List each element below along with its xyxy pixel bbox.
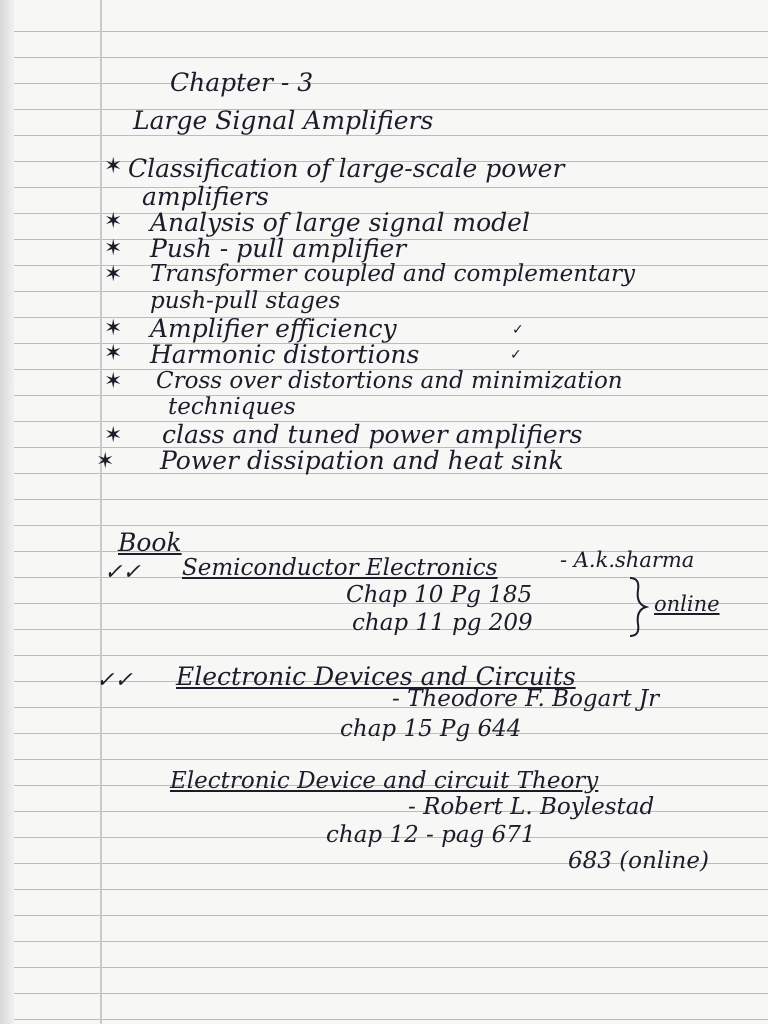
double-tick-icon: ✓✓ [96,668,133,693]
double-tick-icon: ✓✓ [104,560,141,585]
asterisk-bullet-icon: ✶ [104,154,123,179]
book-author: - Theodore F. Bogart Jr [392,686,660,712]
book-title: Semiconductor Electronics [182,555,498,581]
topic-item: Analysis of large signal model [150,208,530,237]
book-author: - A.k.sharma [560,548,695,572]
chapter-heading: Chapter - 3 [170,68,314,97]
chapter-reference: chap 12 - pag 671 [326,822,536,848]
book-author: - Robert L. Boylestad [408,794,655,820]
topic-item: Harmonic distortions [150,340,420,369]
topic-item: amplifiers [142,182,269,211]
book-title: Electronic Device and circuit Theory [170,768,599,794]
asterisk-bullet-icon: ✶ [104,262,123,287]
checkmark-icon: ✓ [512,322,524,338]
topic-item: class and tuned power amplifiers [162,420,583,449]
topic-item: push-pull stages [150,288,341,314]
chapter-reference: chap 11 pg 209 [352,610,533,636]
page-binding-edge [0,0,14,1024]
asterisk-bullet-icon: ✶ [96,449,115,474]
online-note: 683 (online) [568,848,709,874]
asterisk-bullet-icon: ✶ [104,369,123,394]
chapter-subtitle: Large Signal Amplifiers [133,106,434,135]
asterisk-bullet-icon: ✶ [104,236,123,261]
topic-item: Cross over distortions and minimization [156,368,623,394]
chapter-reference: chap 15 Pg 644 [340,716,522,742]
topic-item: Amplifier efficiency [150,314,397,343]
topic-item: techniques [168,394,296,420]
topic-item: Classification of large-scale power [128,154,565,183]
asterisk-bullet-icon: ✶ [104,209,123,234]
margin-line [100,0,102,1024]
topic-item: Push - pull amplifier [150,234,407,263]
asterisk-bullet-icon: ✶ [104,423,123,448]
chapter-reference: Chap 10 Pg 185 [346,582,533,608]
topic-item: Transformer coupled and complementary [150,261,635,287]
online-note: online [654,592,720,616]
asterisk-bullet-icon: ✶ [104,341,123,366]
curly-brace-icon [626,576,650,638]
asterisk-bullet-icon: ✶ [104,316,123,341]
book-title: Electronic Devices and Circuits [176,662,576,691]
book-label: Book [118,528,182,557]
topic-item: Power dissipation and heat sink [160,446,564,475]
checkmark-icon: ✓ [510,347,522,363]
